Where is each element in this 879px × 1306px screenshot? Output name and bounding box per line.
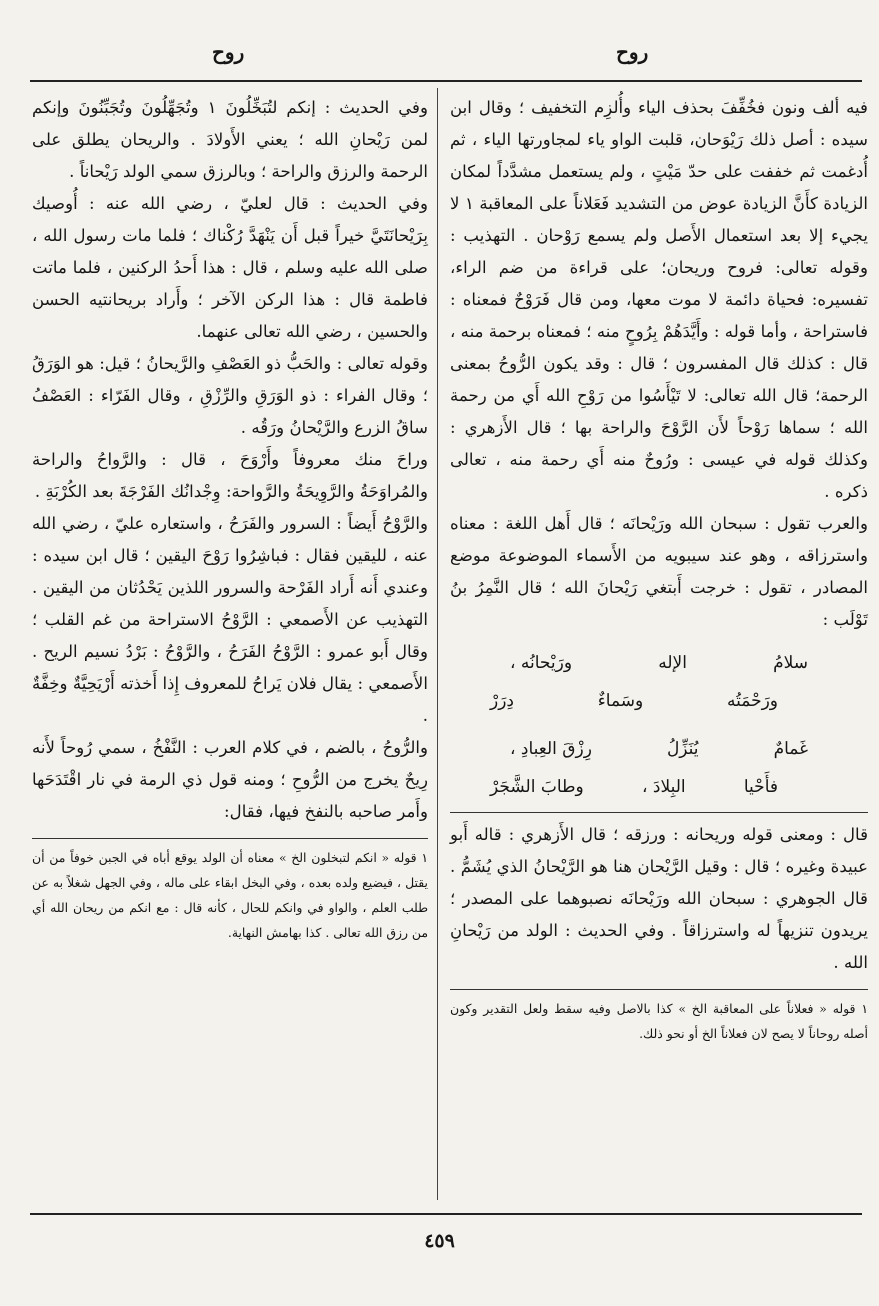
left-paragraph-5: والرَّوْحُ أَيضاً : السرور والفَرَحُ ، واستعاره عليّ ، رضي الله عنه ، لليقين فقال : فباشِرُوا رَوْحَ اليقين ؛ قال ابن سيده : وعندي أَنه أَراد الفَرْحة والسرور اللذين يَحْدُثان من اليقين . التهذيب عن الأَصمعي : الرَّوْحُ الاستراحة من غم القلب ؛ وقال أَبو عمرو : الرَّوْحُ الفَرَحُ ، والرَّوْحُ : بَرْدُ نسيم الريح . الأَصمعي : يقال فلان يَراحُ للمعروف إِذا أَخذته أَرْيَحِيَّةٌ وخِفَّةٌ . bbox=[32, 514, 428, 725]
right-paragraph-3: قال : ومعنى قوله وريحانه : ورزقه ؛ قال الأَزهري : قاله أَبو عبيدة وغيره ؛ قال : وقيل الرَّيْحان هنا هو الرَّيْحانُ الذي يُشَمُّ . قال الجوهري : سبحان الله ورَيْحانَه نصبوهما على المصدر ؛ يريدون تنزيهاً له واسترزاقاً . وفي الحديث : الولد من رَيْحانِ الله . bbox=[450, 825, 868, 972]
right-column bbox=[450, 92, 868, 1046]
footnote-rule bbox=[450, 989, 868, 990]
poem-line bbox=[450, 644, 868, 682]
poem-separator bbox=[450, 812, 868, 813]
poem-word: البِلادَ ، bbox=[642, 777, 686, 797]
right-paragraph-2: والعرب تقول : سبحان الله ورَيْحانَه ؛ قال أَهل اللغة : معناه واسترزاقه ، وهو عند سيبويه من الأَسماء الموضوعة موضع المصادر ، تقول : خرجت أَبتغي رَيْحانَ الله ؛ قال النَّمِرُ بنُ تَوْلَب : bbox=[450, 514, 868, 629]
poem-line bbox=[450, 768, 868, 806]
footer-rule bbox=[30, 1213, 862, 1215]
left-footnote: ١ قوله « انكم لتبخلون الخ » معناه أن الولد يوقع أباه في الجبن خوفاً من أن يقتل ، فيضيع ولده بعده ، وفي البخل ابقاء على ماله ، وفي الجهل شغلاً به عن طلب العلم ، والواو في وانكم للحال ، كأنه قال : مع انكم من ريحان الله أي من رزق الله تعالى . كذا بهامش النهاية. bbox=[32, 850, 428, 940]
right-paragraph-1: فيه ألف ونون فخُفِّفَ بحذف الياء وأُلزِم التخفيف ؛ وقال ابن سيده : أصل ذلك رَيْوَحان، قلبت الواو ياء لمجاورتها الياء ، ثم أُدغمت ثم خففت على حدّ مَيْتٍ ، ولم يستعمل مشدَّداً لمكان الزيادة كأَنَّ الزيادة عوض من التشديد فَعَلاناً على المعاقبة ١ لا يجيء إلا بعد استعمال الأَصل ولم يسمع رَوْحان . التهذيب : وقوله تعالى: فروح وريحان؛ على قراءة من ضم الراء، تفسيره: فحياة دائمة لا موت معها، ومن قال فَرَوْحٌ فمعناه : فاستراحة ، وأما قوله : وأَيَّدَهُمْ بِرُوحٍ منه ؛ فمعناه برحمة منه ، قال : كذلك قال المفسرون ؛ قال : وقد يكون الرُّوحُ بمعنى الرحمة؛ قال الله تعالى: لا تَيْأَسُوا من رَوْحِ الله أَي من رحمة الله ؛ سماها رَوْحاً لأَن الرَّوْحَ والراحة بها ؛ قال الأَزهري : وكذلك قوله في عيسى : ورُوحٌ منه أَي رحمة منه ، تعالى ذكره . bbox=[450, 98, 868, 501]
poem bbox=[450, 644, 868, 806]
poem-word: دِرَرْ bbox=[490, 691, 514, 711]
right-footnote: ١ قوله « فعلاناً على المعاقبة الخ » كذا بالاصل وفيه سقط ولعل التقدير وكون أصله روحاناً لا يصح لان فعلاناً الخ أو نحو ذلك. bbox=[450, 1001, 868, 1041]
footnote-rule bbox=[32, 838, 428, 839]
poem-word: الإله bbox=[658, 653, 687, 673]
left-paragraph-4: وراحَ منك معروفاً وأَرْوَحَ ، قال : والرَّواحُ والراحة والمُراوَحَةُ والرَّوِيحَةُ والرَّواحة: وِجْدانُك الفَرْجَةَ بعد الكُرْبَةِ . bbox=[32, 450, 428, 501]
poem-line bbox=[450, 682, 868, 720]
poem-word: سلامُ bbox=[773, 653, 808, 673]
left-column bbox=[32, 92, 428, 945]
left-paragraph-1: وفي الحديث : إنكم لتُبَخِّلُونَ ١ وتُجَهِّلُونَ وتُجَبِّنُونَ وإنكم لمن رَيْحانِ الله ؛ يعني الأَولادَ . والريحان يطلق على الرحمة والرزق والراحة ؛ وبالرزق سمي الولد رَيْحاناً . bbox=[32, 98, 428, 181]
column-divider bbox=[437, 88, 438, 1200]
running-head-left: روح bbox=[212, 40, 245, 64]
poem-word: يُنَزِّلُ bbox=[666, 739, 699, 759]
poem-word: فأَحْيا bbox=[743, 777, 778, 797]
poem-word: رِزْقَ العِبادِ ، bbox=[510, 739, 592, 759]
poem-word: ورَيْحانُه ، bbox=[510, 653, 573, 673]
running-head-right: روح bbox=[616, 40, 649, 64]
left-paragraph-3: وقوله تعالى : والحَبُّ ذو العَصْفِ والرَّيحانُ ؛ قيل: هو الوَرَقُ ؛ وقال الفراء : ذو الوَرَقِ والرِّزْقِ ، وقال الفَرّاء : العَصْفُ ساقُ الزرع والرَّيْحانُ ورَقُه . bbox=[32, 354, 428, 437]
page-number: ٤٥٩ bbox=[424, 1230, 455, 1252]
left-paragraph-2: وفي الحديث : قال لعليّ ، رضي الله عنه : أُوصيك بِرَيْحانَتَيَّ خيراً قبل أَن يَنْهَدَّ رُكْناك ؛ فلما مات رسول الله ، صلى الله عليه وسلم ، قال : هذا أَحدُ الركنين ، فلما ماتت فاطمة قال : هذا الركن الآخر ؛ وأَراد بريحانتيه الحسن والحسين ، رضي الله تعالى عنهما. bbox=[32, 194, 428, 341]
poem-word: وسَماءٌ bbox=[597, 691, 644, 711]
poem-word: ورَحْمَتُه bbox=[727, 691, 778, 711]
header-rule bbox=[30, 80, 862, 82]
left-paragraph-6: والرُّوحُ ، بالضم ، في كلام العرب : النَّفْخُ ، سمي رُوحاً لأَنه رِيحٌ يخرج من الرُّوحِ ؛ ومنه قول ذي الرمة في نار اقْتَدَحَها وأَمر صاحبه بالنفخ فيها، فقال: bbox=[32, 738, 428, 821]
poem-line bbox=[450, 730, 868, 768]
poem-word: غَمامٌ bbox=[773, 739, 808, 759]
poem-word: وطابَ الشَّجَرْ bbox=[490, 777, 584, 797]
